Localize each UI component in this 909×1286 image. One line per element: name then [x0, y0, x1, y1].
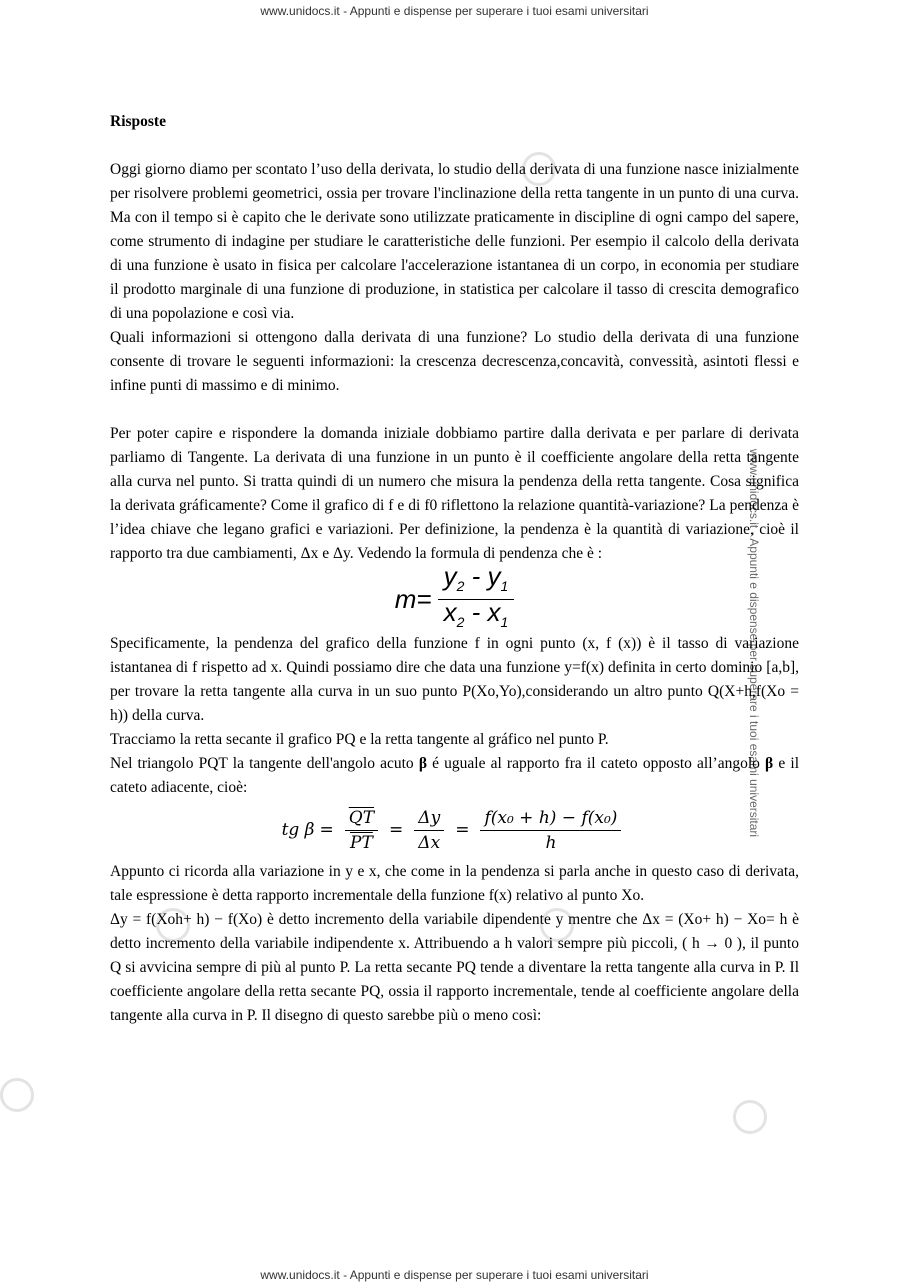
- formula-tg-qt: $\overline{QT}$: [345, 806, 378, 831]
- formula-tg-den: h: [545, 832, 557, 853]
- paragraph-triangle: Nel triangolo PQT la tangente dell'angolo acuto β é uguale al rapporto fra il cateto opposto all’angolo β e il cateto adiacente, cioè:: [110, 755, 799, 796]
- formula-tg-lhs: tg β: [281, 820, 315, 840]
- watermark-right: www.unidocs.it - Appunti e dispense per superare i tuoi esami universitari: [747, 448, 762, 838]
- section-heading: Risposte: [110, 113, 166, 130]
- paragraph-specifically: Specificamente, la pendenza del grafico della funzione f in ogni punto (x, f (x)) è il tasso di variazione istantanea di f rispetto ad x. Quindi possiamo dire che data una funzione y=f(x) definita in certo dominio [a,b], per trovare la retta tangente alla curva in un suo punto P(Xo,Yo),considerando un altro punto Q(X+h,f(Xo = h)) della curva.: [110, 635, 799, 724]
- tangent-formula: [110, 800, 799, 860]
- formula-m-y1: y: [487, 561, 501, 592]
- paragraph-incremental: Appunto ci ricorda alla variazione in y e x, che come in la pendenza si parla anche in questo caso di derivata, tale espressione è detta rapporto incrementale della funzione f(x) relativo al punto Xo.: [110, 863, 799, 904]
- beta-symbol: β: [418, 755, 427, 772]
- watermark-logo-icon: [0, 1078, 34, 1112]
- document-body: [110, 110, 799, 1028]
- formula-m-x2-sub: 2: [456, 613, 465, 630]
- paragraph-tangent: Per poter capire e rispondere la domanda iniziale dobbiamo partire dalla derivata e per parlare di derivata parliamo di Tangente. La derivata di una funzione in un punto è il coefficiente angolare della retta tangente alla curva nel punto. Si tratta quindi di un numero che misura la pendenza della retta tangente. Cosa significa la derivata gráficamente? Come il grafico di f e di f0 riflettono la relazione quantità-variazione? La pendenza è l’idea chiave che legano grafici e variazioni. Per definizione, la pendenza è la quantità di variazione, cioè il rapporto tra due cambiamenti, Δx e Δy. Vedendo la formula di pendenza che è :: [110, 425, 799, 562]
- formula-m-lhs: m: [394, 584, 417, 614]
- formula-m-x1: x: [487, 596, 501, 627]
- slope-formula: [110, 561, 799, 632]
- formula-tg-pt: PT: [350, 832, 373, 853]
- formula-m-y2-sub: 2: [456, 578, 465, 595]
- formula-m-x1-sub: 1: [500, 613, 509, 630]
- watermark-bottom: www.unidocs.it - Appunti e dispense per superare i tuoi esami universitari: [260, 1268, 649, 1282]
- beta-symbol: β: [765, 755, 774, 772]
- watermark-top: www.unidocs.it - Appunti e dispense per superare i tuoi esami universitari: [260, 4, 649, 18]
- formula-tg-num: f(x₀ + h) − f(x₀): [480, 806, 621, 831]
- formula-m-den-minus: -: [464, 596, 488, 627]
- formula-tg-eq3: =: [455, 820, 470, 840]
- paragraph-secant: Tracciamo la retta secante il grafico PQ e la retta tangente al gráfico nel punto P.: [110, 731, 609, 748]
- formula-tg-eq1: =: [319, 820, 334, 840]
- formula-m-num-minus: -: [464, 561, 488, 592]
- formula-m-y1-sub: 1: [500, 578, 509, 595]
- formula-tg-eq2: =: [389, 820, 404, 840]
- formula-m-eq: =: [416, 584, 432, 614]
- formula-m-y2: y: [443, 561, 457, 592]
- formula-tg-dx: Δx: [418, 832, 441, 853]
- paragraph-intro: Oggi giorno diamo per scontato l’uso della derivata, lo studio della derivata di una funzione nasce inizialmente per risolvere problemi geometrici, ossia per trovare l'inclinazione della retta tangente in un punto di una curva. Ma con il tempo si è capito che le derivate sono utilizzate praticamente in discipline di ogni campo del sapere, come strumento di indagine per studiare le caratteristiche delle funzioni. Per esempio il calcolo della derivata di una funzione è usato in fisica per calcolare l'accelerazione istantanea di un corpo, in economia per studiare il prodotto marginale di una funzione di produzione, in statistica per calcolare il tasso di crescita demografico di una popolazione e così via.: [110, 161, 799, 322]
- paragraph-increments: Δy = f(Xoh+ h) − f(Xo) è detto incremento della variabile dipendente y mentre che Δx = (Xo+ h) − Xo= h è detto incremento della variabile indipendente x. Attribuendo a h valori sempre più piccoli, ( h → 0 ), il punto Q si avvicina sempre di più al punto P. La retta secante PQ tende a diventare la retta tangente alla curva in P. Il coefficiente angolare della retta secante PQ, ossia il rapporto incrementale, tende al coefficiente angolare della tangente alla curva in P. Il disegno di questo sarebbe più o meno così:: [110, 911, 799, 1024]
- formula-tg-dy: Δy: [414, 806, 444, 831]
- paragraph-questions: Quali informazioni si ottengono dalla derivata di una funzione? Lo studio della derivata di una funzione consente di trovare le seguenti informazioni: la crescenza decrescenza,concavità, convessità, asintoti flessi e infine punti di massimo e di minimo.: [110, 329, 799, 394]
- watermark-logo-icon: [733, 1100, 767, 1134]
- formula-m-x2: x: [443, 596, 457, 627]
